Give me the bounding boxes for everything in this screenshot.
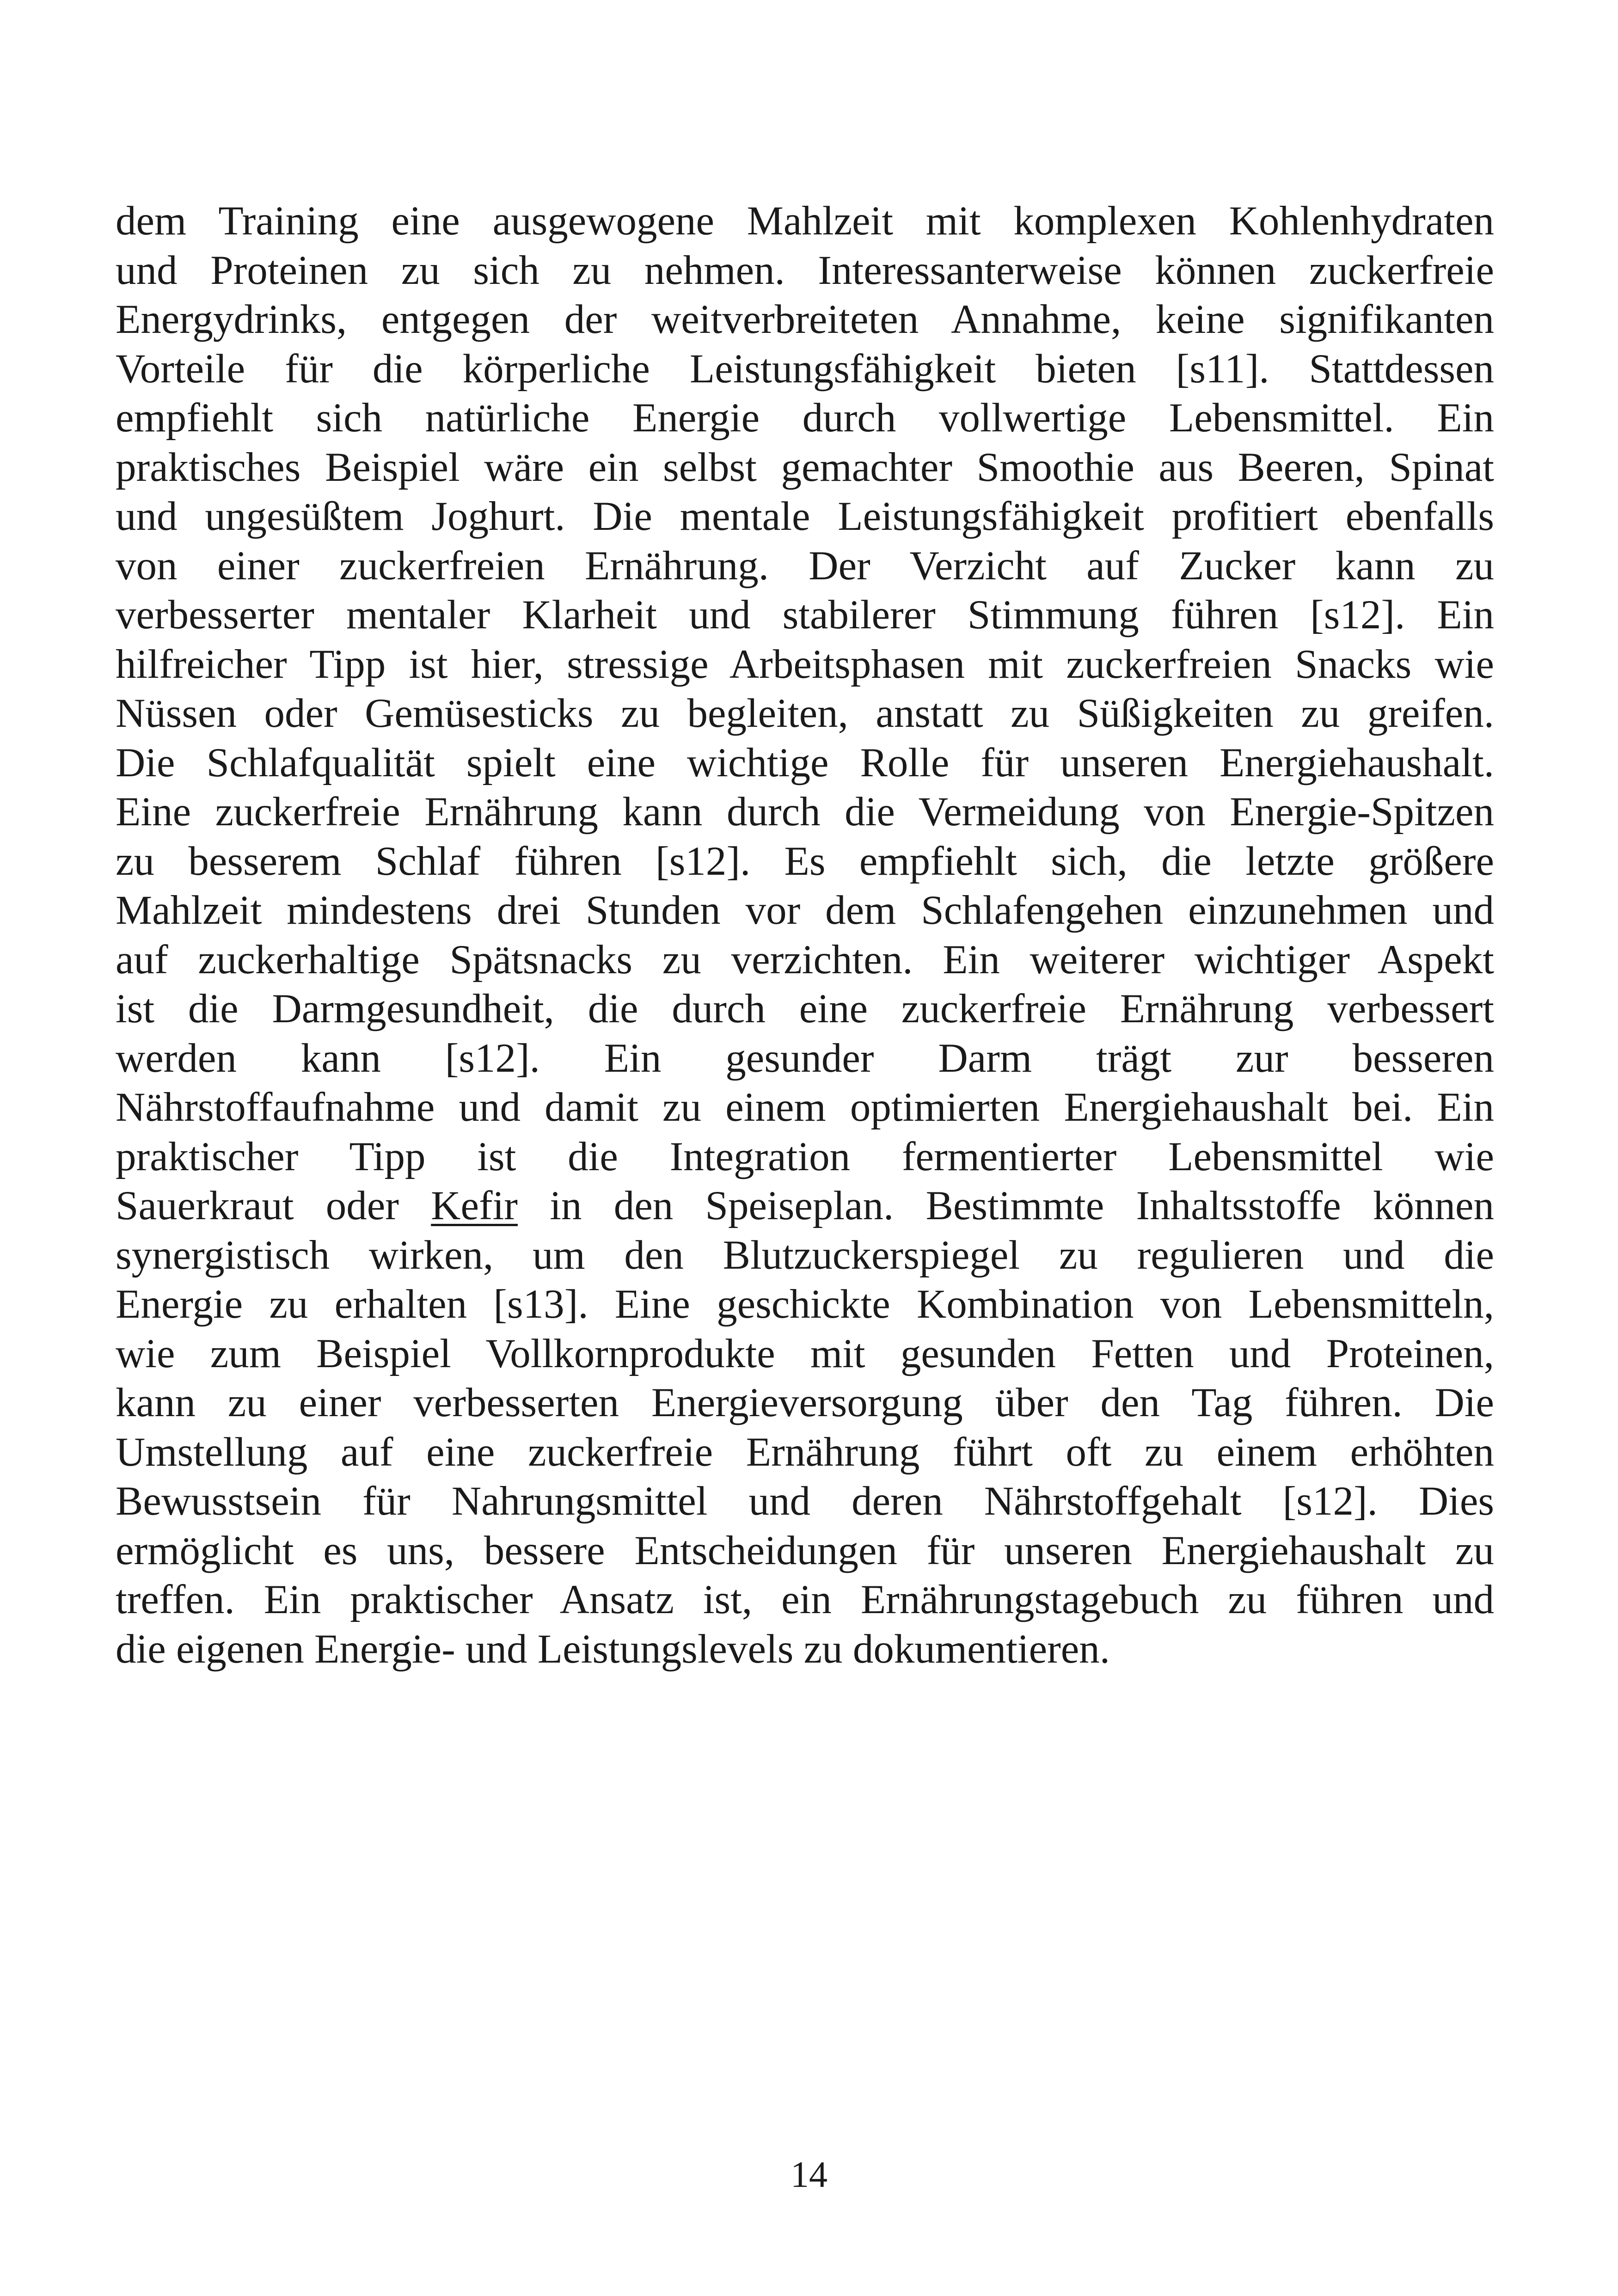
- text-line: Mahlzeit mindestens drei Stunden vor dem Schlafengehen einzunehmen und: [116, 888, 1494, 933]
- text-line: und ungesüßtem Joghurt. Die mentale Leistungsfähigkeit profitiert ebenfalls: [116, 494, 1494, 539]
- kefir-link[interactable]: Kefir: [431, 1183, 518, 1228]
- text-line: praktisches Beispiel wäre ein selbst gemachter Smoothie aus Beeren, Spinat: [116, 444, 1494, 490]
- text-line: Umstellung auf eine zuckerfreie Ernährung führt oft zu einem erhöhten: [116, 1429, 1494, 1475]
- text-segment: Sauerkraut oder: [116, 1183, 431, 1228]
- text-line: Die Schlafqualität spielt eine wichtige Rolle für unseren Energiehaushalt.: [116, 740, 1494, 786]
- text-line: Bewusstsein für Nahrungsmittel und deren Nährstoffgehalt [s12]. Dies: [116, 1479, 1494, 1524]
- text-line: treffen. Ein praktischer Ansatz ist, ein Ernährungstagebuch zu führen und: [116, 1577, 1494, 1622]
- text-segment: in den Speiseplan. Bestimmte Inhaltsstoffe können: [517, 1183, 1494, 1228]
- text-line: hilfreicher Tipp ist hier, stressige Arbeitsphasen mit zuckerfreien Snacks wie: [116, 641, 1494, 687]
- text-line: ermöglicht es uns, bessere Entscheidungen für unseren Energiehaushalt zu: [116, 1528, 1494, 1573]
- text-line: Vorteile für die körperliche Leistungsfähigkeit bieten [s11]. Stattdessen: [116, 346, 1494, 392]
- text-line: empfiehlt sich natürliche Energie durch vollwertige Lebensmittel. Ein: [116, 395, 1494, 441]
- text-line: Nährstoffaufnahme und damit zu einem optimierten Energiehaushalt bei. Ein: [116, 1085, 1494, 1130]
- text-line: praktischer Tipp ist die Integration fermentierter Lebensmittel wie: [116, 1134, 1494, 1179]
- text-line: dem Training eine ausgewogene Mahlzeit mit komplexen Kohlenhydraten: [116, 198, 1494, 244]
- text-line: werden kann [s12]. Ein gesunder Darm trägt zur besseren: [116, 1035, 1494, 1081]
- text-line: wie zum Beispiel Vollkornprodukte mit gesunden Fetten und Proteinen,: [116, 1331, 1494, 1376]
- text-line: und Proteinen zu sich zu nehmen. Interessanterweise können zuckerfreie: [116, 247, 1494, 293]
- page-number: 14: [791, 2155, 827, 2195]
- text-line: Energydrinks, entgegen der weitverbreiteten Annahme, keine signifikanten: [116, 297, 1494, 342]
- text-line: die eigenen Energie- und Leistungslevels zu dokumentieren.: [116, 1626, 1110, 1672]
- text-line: synergistisch wirken, um den Blutzuckerspiegel zu regulieren und die: [116, 1232, 1494, 1278]
- text-line: kann zu einer verbesserten Energieversorgung über den Tag führen. Die: [116, 1380, 1494, 1425]
- text-line: zu besserem Schlaf führen [s12]. Es empfiehlt sich, die letzte größere: [116, 838, 1494, 884]
- text-line: Nüssen oder Gemüsesticks zu begleiten, anstatt zu Süßigkeiten zu greifen.: [116, 691, 1494, 736]
- text-line-with-link: [116, 1181, 1494, 1231]
- text-line: verbesserter mentaler Klarheit und stabilerer Stimmung führen [s12]. Ein: [116, 592, 1494, 638]
- text-line: von einer zuckerfreien Ernährung. Der Verzicht auf Zucker kann zu: [116, 543, 1494, 589]
- body-paragraph: [116, 196, 1494, 1674]
- text-line: auf zuckerhaltige Spätsnacks zu verzichten. Ein weiterer wichtiger Aspekt: [116, 937, 1494, 982]
- text-line: ist die Darmgesundheit, die durch eine zuckerfreie Ernährung verbessert: [116, 986, 1494, 1031]
- text-line: Eine zuckerfreie Ernährung kann durch die Vermeidung von Energie-Spitzen: [116, 789, 1494, 835]
- text-line: Energie zu erhalten [s13]. Eine geschickte Kombination von Lebensmitteln,: [116, 1282, 1494, 1327]
